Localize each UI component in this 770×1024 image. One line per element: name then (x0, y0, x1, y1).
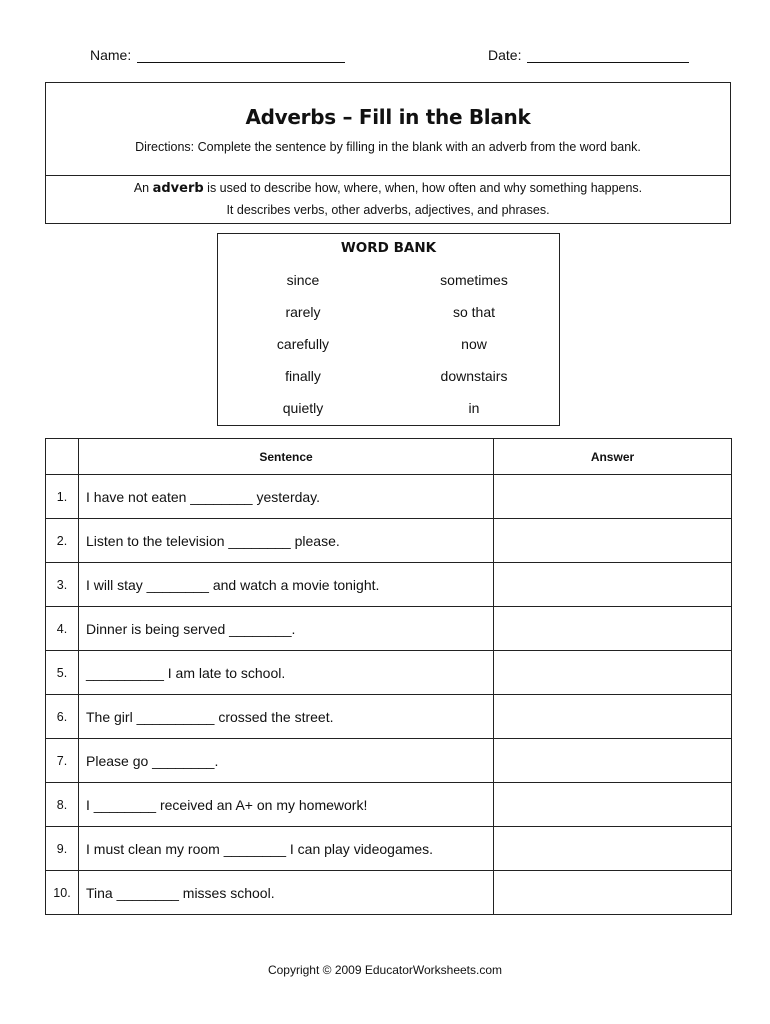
date-field[interactable] (488, 46, 689, 63)
table-row (46, 563, 732, 607)
table-row (46, 827, 732, 871)
word-bank-word: sometimes (440, 272, 508, 288)
directions-text: Directions: Complete the sentence by filling in the blank with an adverb from the word bank. (135, 140, 641, 154)
sentence-cell: Dinner is being served ________. (79, 607, 494, 651)
word-bank-word: finally (285, 368, 321, 384)
table-row (46, 871, 732, 915)
word-bank-word: quietly (282, 400, 324, 416)
table-row (46, 695, 732, 739)
definition-line-2: It describes verbs, other adverbs, adjectives, and phrases. (226, 203, 550, 217)
table-row (46, 739, 732, 783)
answer-cell[interactable] (494, 871, 732, 915)
answer-cell[interactable] (494, 739, 732, 783)
row-number: 6. (46, 695, 79, 739)
answer-cell[interactable] (494, 563, 732, 607)
table-row (46, 783, 732, 827)
word-bank-word: downstairs (440, 368, 508, 384)
answer-header: Answer (494, 439, 732, 475)
questions-table (45, 438, 732, 915)
table-row (46, 475, 732, 519)
answer-cell[interactable] (494, 783, 732, 827)
word-bank-word: rarely (285, 304, 321, 320)
word-bank-word: in (468, 400, 480, 416)
word-bank-title: WORD BANK (340, 240, 437, 256)
sentence-cell: Tina ________ misses school. (79, 871, 494, 915)
answer-cell[interactable] (494, 827, 732, 871)
answer-cell[interactable] (494, 695, 732, 739)
name-input-line[interactable] (137, 46, 345, 63)
sentence-cell: I will stay ________ and watch a movie tonight. (79, 563, 494, 607)
row-number: 9. (46, 827, 79, 871)
row-number: 8. (46, 783, 79, 827)
definition-prefix: An (133, 181, 153, 195)
answer-cell[interactable] (494, 651, 732, 695)
copyright-text: Copyright © 2009 EducatorWorksheets.com (267, 963, 503, 977)
table-header-row (46, 439, 732, 475)
answer-cell[interactable] (494, 475, 732, 519)
sentence-cell: I have not eaten ________ yesterday. (79, 475, 494, 519)
answer-cell[interactable] (494, 607, 732, 651)
row-number: 1. (46, 475, 79, 519)
number-header (46, 439, 79, 475)
sentence-cell: I must clean my room ________ I can play videogames. (79, 827, 494, 871)
row-number: 5. (46, 651, 79, 695)
word-bank-word: so that (452, 304, 496, 320)
sentence-header: Sentence (79, 439, 494, 475)
sentence-cell: Listen to the television ________ please. (79, 519, 494, 563)
definition-rest: is used to describe how, where, when, how often and why something happens. (203, 181, 643, 195)
sentence-cell: __________ I am late to school. (79, 651, 494, 695)
divider (46, 175, 730, 176)
date-label: Date: (488, 47, 522, 63)
word-bank (217, 233, 560, 426)
row-number: 2. (46, 519, 79, 563)
table-row (46, 519, 732, 563)
sentence-cell: Please go ________. (79, 739, 494, 783)
table-row (46, 607, 732, 651)
row-number: 4. (46, 607, 79, 651)
definition-line-1 (46, 181, 730, 196)
word-bank-word: carefully (276, 336, 330, 352)
row-number: 7. (46, 739, 79, 783)
name-label: Name: (90, 47, 132, 63)
sentence-cell: I ________ received an A+ on my homework! (79, 783, 494, 827)
date-input-line[interactable] (527, 46, 689, 63)
worksheet-title: Adverbs – Fill in the Blank (245, 105, 531, 129)
definition-keyword: adverb (152, 181, 204, 196)
sentence-cell: The girl __________ crossed the street. (79, 695, 494, 739)
word-bank-word: now (461, 336, 487, 352)
name-field[interactable] (90, 46, 345, 63)
row-number: 3. (46, 563, 79, 607)
word-bank-word: since (286, 272, 320, 288)
answer-cell[interactable] (494, 519, 732, 563)
title-box (45, 82, 731, 224)
row-number: 10. (46, 871, 79, 915)
table-row (46, 651, 732, 695)
